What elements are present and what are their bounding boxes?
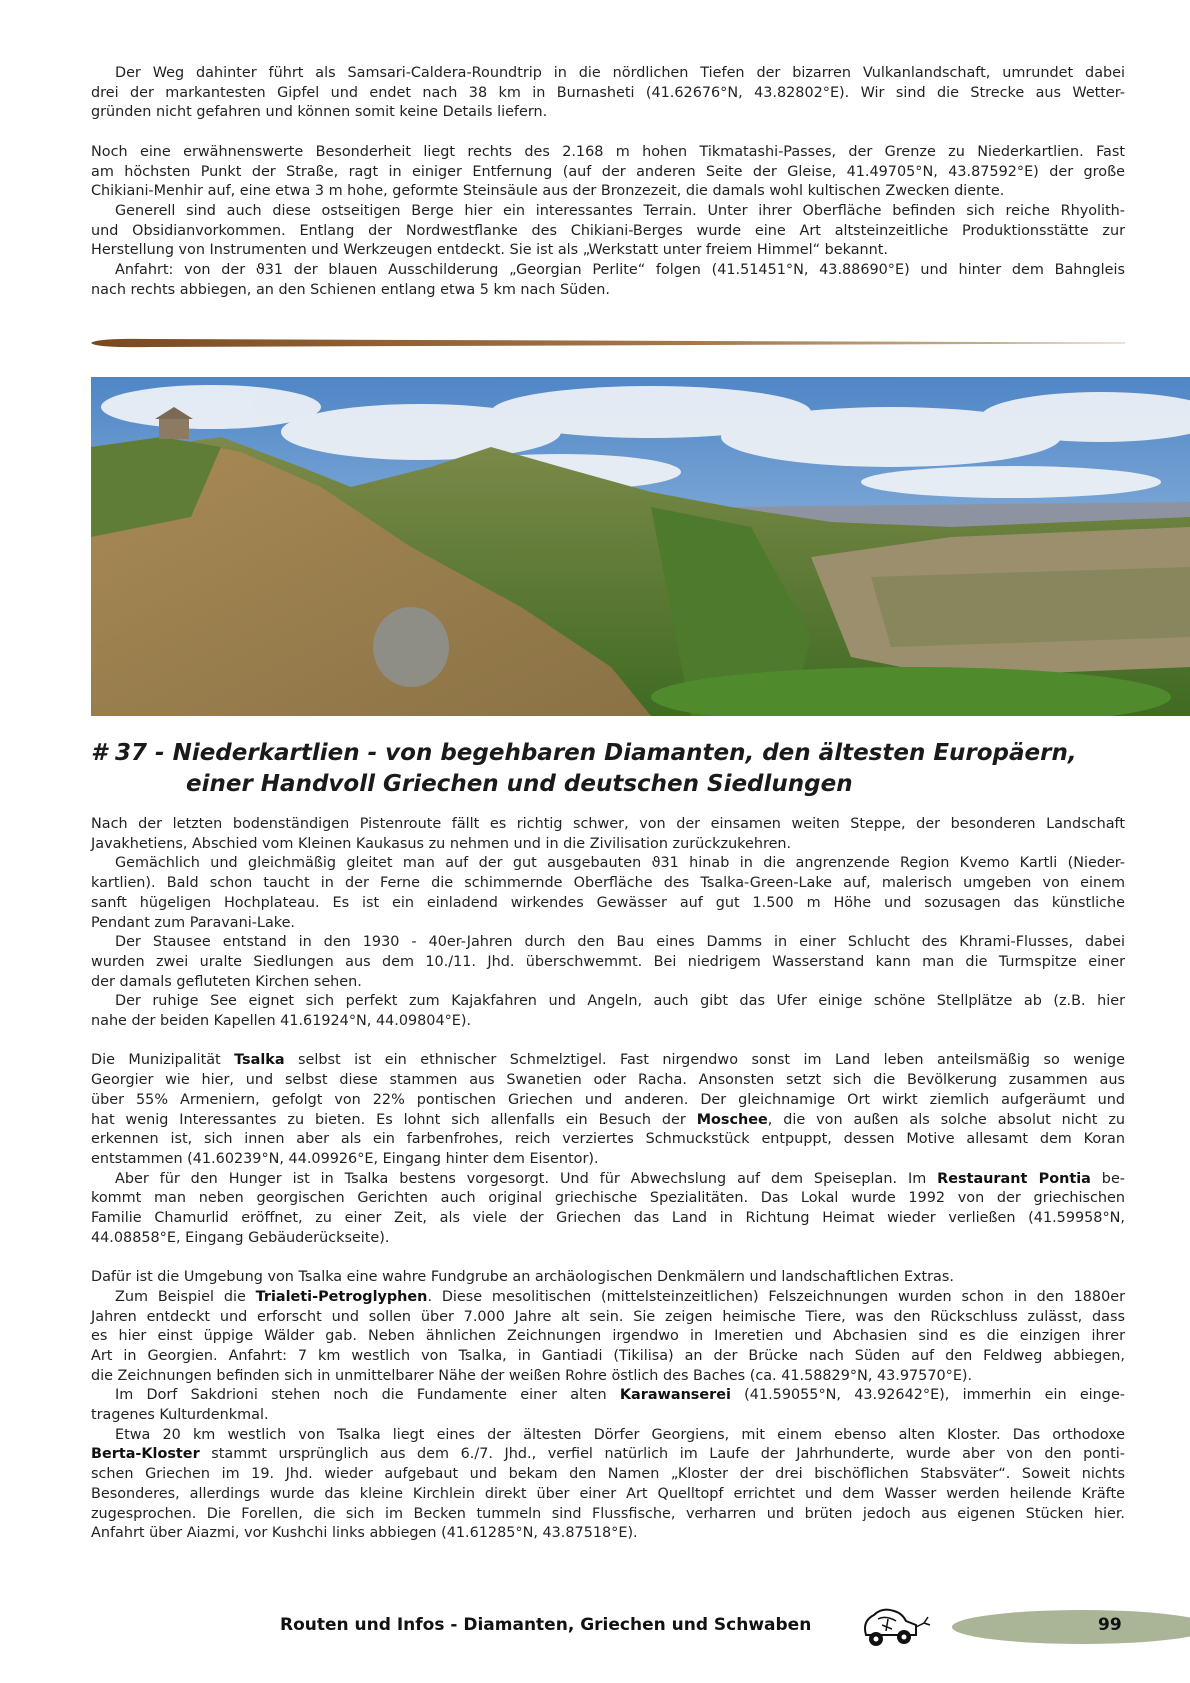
paragraph bbox=[91, 1170, 1125, 1249]
text-segment: Herstellung von Instrumenten und Werkzeugen entdeckt. Sie ist als „Werkstatt unter freiem Himmel“ bekannt. bbox=[91, 242, 888, 259]
text-line bbox=[91, 1051, 1125, 1071]
paragraph bbox=[91, 992, 1125, 1031]
text-line bbox=[91, 163, 1125, 183]
bold-term: Berta-Kloster bbox=[91, 1446, 200, 1463]
text-line bbox=[91, 1386, 1125, 1406]
text-segment: Gemächlich und gleichmäßig gleitet man auf der gut ausgebauten ϑ31 hinab in die angrenzende Region Kvemo Kartli (Nieder- bbox=[115, 855, 1125, 872]
text-line bbox=[91, 1327, 1125, 1347]
text-segment: Familie Chamurlid eröffnet, zu einer Zeit, als viele der Griechen das Land in Richtung Heimat wieder verließen (41.59958°N, bbox=[91, 1210, 1125, 1227]
bold-term: Moschee bbox=[696, 1111, 768, 1128]
text-line bbox=[91, 1367, 1125, 1387]
text-line bbox=[91, 1012, 1125, 1032]
text-line bbox=[91, 914, 1125, 934]
text-line bbox=[91, 992, 1125, 1012]
text-line bbox=[91, 894, 1125, 914]
text-line bbox=[91, 1268, 1125, 1288]
text-segment: Dafür ist die Umgebung von Tsalka eine wahre Fundgrube an archäologischen Denkmälern und landschaftlichen Extras. bbox=[91, 1269, 954, 1286]
text-line bbox=[91, 1465, 1125, 1485]
text-line bbox=[91, 1111, 1125, 1131]
text-line bbox=[91, 1347, 1125, 1367]
paragraph bbox=[91, 933, 1125, 992]
text-segment: Jahren entdeckt und erforscht und sollen über 7.000 Jahre alt sein. Sie zeigen heimische Tiere, was den Rückschluss zulässt, dass bbox=[91, 1308, 1125, 1325]
text-segment: . Diese mesolitischen (mittelsteinzeitlichen) Felszeichnungen wurden schon in den 1880er bbox=[427, 1288, 1125, 1305]
text-segment: Besonderes, allerdings wurde das kleine Kirchlein direkt über einer Art Quelltopf errichtet und dem Wasser werden heilende Kräfte bbox=[91, 1485, 1125, 1502]
text-segment: Die Munizipalität bbox=[91, 1052, 235, 1069]
bold-term: Trialeti-Petroglyphen bbox=[255, 1288, 428, 1305]
text-segment: Noch eine erwähnenswerte Besonderheit liegt rechts des 2.168 m hohen Tikmatashi-Passes, der Grenze zu Niederkartlien. Fast bbox=[91, 143, 1125, 160]
text-line bbox=[91, 973, 1125, 993]
text-segment: am höchsten Punkt der Straße, ragt in einiger Entfernung (auf der anderen Seite der Gleise, 41.49705°N, 43.87592°E) der große bbox=[91, 163, 1125, 180]
text-line bbox=[91, 64, 1125, 84]
text-segment: stammt ursprünglich aus dem 6./7. Jhd., verfiel natürlich im Laufe der Jahrhunderte, wurde aber von den ponti- bbox=[199, 1446, 1125, 1463]
text-segment: wurden zwei uralte Siedlungen aus dem 10./11. Jhd. überschwemmt. Bei niedrigem Wasserstand kann man die Turmspitze einer bbox=[91, 953, 1125, 970]
divider-rule bbox=[91, 338, 1125, 348]
text-segment: Nach der letzten bodenständigen Pistenroute fällt es richtig schwer, von der einsamen weiten Steppe, der besonderen Landschaft bbox=[91, 816, 1125, 832]
text-segment: (41.59055°N, 43.92642°E), immerhin ein einge- bbox=[730, 1387, 1125, 1404]
text-segment: nahe der beiden Kapellen 41.61924°N, 44.09804°E). bbox=[91, 1013, 472, 1030]
text-line bbox=[91, 222, 1125, 242]
text-line bbox=[91, 1071, 1125, 1091]
text-segment: Der ruhige See eignet sich perfekt zum Kajakfahren und Angeln, auch gibt das Ufer einige schöne Stellplätze ab (z.B. hier bbox=[115, 993, 1125, 1010]
text-line bbox=[91, 1445, 1125, 1465]
text-line bbox=[91, 953, 1125, 973]
text-segment: die Zeichnungen befinden sich in unmittelbarer Nähe der weißen Rohre östlich des Baches (ca. 41.58829°N, 43.97570°E). bbox=[91, 1367, 973, 1384]
page-number-badge bbox=[952, 1610, 1190, 1644]
text-segment: entstammen (41.60239°N, 44.09926°E, Eingang hinter dem Eisentor). bbox=[91, 1150, 599, 1167]
landscape-photo bbox=[91, 377, 1190, 716]
text-segment: Anfahrt: von der ϑ31 der blauen Ausschilderung „Georgian Perlite“ folgen (41.51451°N, 43.88690°E) und hinter dem Bahngleis bbox=[115, 262, 1125, 279]
paragraph bbox=[91, 854, 1125, 933]
text-segment: Der Stausee entstand in den 1930 - 40er-Jahren durch den Bau eines Damms in einer Schlucht des Khrami-Flusses, dabei bbox=[115, 934, 1125, 951]
text-line bbox=[91, 854, 1125, 874]
main-text bbox=[91, 815, 1125, 1544]
text-line bbox=[91, 1485, 1125, 1505]
text-line bbox=[91, 84, 1125, 104]
text-line bbox=[91, 1505, 1125, 1525]
paragraph bbox=[91, 1426, 1125, 1544]
text-line bbox=[91, 281, 1125, 301]
text-segment: selbst ist ein ethnischer Schmelztigel. Fast nirgendwo sonst im Land leben anteilsmäßig so wenige bbox=[284, 1052, 1125, 1069]
paragraph bbox=[91, 1288, 1125, 1387]
text-segment: zugesprochen. Die Forellen, die sich im Becken tummeln sind Flussfische, verharren und brüten jedoch aus eigenen Stücken hier. bbox=[91, 1505, 1125, 1522]
text-segment: Javakhetiens, Abschied vom Kleinen Kaukasus zu nehmen und in die Zivilisation zurückzukehren. bbox=[91, 835, 792, 852]
text-segment: erkennen ist, sich innen aber als ein farbenfrohes, reich verziertes Schmuckstück entpuppt, dessen Motive allesamt dem Koran bbox=[91, 1131, 1125, 1148]
text-segment: 44.08858°E, Eingang Gebäuderückseite). bbox=[91, 1229, 390, 1246]
text-line bbox=[91, 1288, 1125, 1308]
paragraph-gap bbox=[91, 1032, 1125, 1052]
text-segment: tragenes Kulturdenkmal. bbox=[91, 1407, 269, 1424]
text-line bbox=[91, 1406, 1125, 1426]
text-line bbox=[91, 1091, 1125, 1111]
text-segment: Der Weg dahinter führt als Samsari-Caldera-Roundtrip in die nördlichen Tiefen der bizarren Vulkanlandschaft, umrundet dabei bbox=[115, 65, 1125, 81]
text-segment: Art in Georgien. Anfahrt: 7 km westlich von Tsalka, in Gantiadi (Tikilisa) an der Brücke nach Süden auf den Feldweg abbiegen, bbox=[91, 1347, 1125, 1364]
car-mascot-icon bbox=[858, 1605, 936, 1650]
text-line bbox=[91, 1524, 1125, 1544]
text-line bbox=[91, 1150, 1125, 1170]
text-line bbox=[91, 1229, 1125, 1249]
heading-line-1: # 37 - Niederkartlien - von begehbaren Diamanten, den ältesten Europäern, bbox=[91, 740, 1077, 766]
page-number: 99 bbox=[1098, 1615, 1122, 1635]
text-line bbox=[91, 1130, 1125, 1150]
text-line bbox=[91, 1189, 1125, 1209]
text-segment: Georgier wie hier, und selbst diese stammen aus Swanetien oder Racha. Ansonsten setzt sich die Bevölkerung zusammen aus bbox=[91, 1072, 1125, 1089]
bold-term: Tsalka bbox=[234, 1052, 285, 1069]
paragraph bbox=[91, 64, 1125, 123]
paragraph bbox=[91, 815, 1125, 854]
paragraph-gap bbox=[91, 1248, 1125, 1268]
text-segment: Etwa 20 km westlich von Tsalka liegt eines der ältesten Dörfer Georgiens, mit einem ebenso alten Kloster. Das orthodoxe bbox=[115, 1426, 1125, 1443]
text-segment: sanft hügeligen Hochplateau. Es ist ein einladend wirkendes Gewässer auf gut 1.500 m Höhe und sozusagen das künstliche bbox=[91, 894, 1125, 911]
text-segment: , die von außen als solche absolut nicht zu bbox=[767, 1111, 1126, 1128]
paragraph bbox=[91, 143, 1125, 202]
text-segment: es hier einst üppige Wälder gab. Neben ähnlichen Zeichnungen irgendwo in Imeretien und Abchasien sind es die einzigen ihrer bbox=[91, 1328, 1125, 1345]
text-line bbox=[91, 143, 1125, 163]
text-line bbox=[91, 1209, 1125, 1229]
text-segment: hat wenig Interessantes zu bieten. Es lohnt sich allenfalls ein Besuch der bbox=[91, 1111, 697, 1128]
text-line bbox=[91, 874, 1125, 894]
text-segment: Zum Beispiel die bbox=[115, 1288, 256, 1305]
bold-term: Karawanserei bbox=[619, 1387, 731, 1404]
paragraph bbox=[91, 202, 1125, 261]
text-segment: Chikiani-Menhir auf, eine etwa 3 m hohe, geformte Steinsäule aus der Bronzezeit, die damals wohl kultischen Zwecken diente. bbox=[91, 183, 1005, 200]
text-segment: nach rechts abbiegen, an den Schienen entlang etwa 5 km nach Süden. bbox=[91, 281, 610, 298]
paragraph-gap bbox=[91, 123, 1125, 143]
paragraph bbox=[91, 1051, 1125, 1169]
intro-text bbox=[91, 64, 1125, 300]
text-segment: Pendant zum Paravani-Lake. bbox=[91, 914, 296, 931]
text-segment: Aber für den Hunger ist in Tsalka bestens vorgesorgt. Und für Abwechslung auf dem Speiseplan. Im bbox=[115, 1170, 938, 1187]
text-line bbox=[91, 182, 1125, 202]
heading-line-2: einer Handvoll Griechen und deutschen Siedlungen bbox=[186, 771, 853, 797]
text-segment: und Obsidianvorkommen. Entlang der Nordwestflanke des Chikiani-Berges wurde eine Art altsteinzeitliche Produktionsstätte zur bbox=[91, 222, 1125, 239]
paragraph bbox=[91, 1386, 1125, 1425]
text-segment: Im Dorf Sakdrioni stehen noch die Fundamente einer alten bbox=[115, 1387, 620, 1404]
bold-term: Restaurant Pontia bbox=[937, 1170, 1091, 1187]
text-segment: Generell sind auch diese ostseitigen Berge hier ein interessantes Terrain. Unter ihrer Oberfläche befinden sich reiche Rhyolith- bbox=[115, 202, 1125, 219]
text-line bbox=[91, 261, 1125, 281]
paragraph bbox=[91, 261, 1125, 300]
text-line bbox=[91, 103, 1125, 123]
text-segment: über 55% Armeniern, gefolgt von 22% pontischen Griechen und anderen. Der gleichnamige Ort wirkt ziemlich aufgeräumt und bbox=[91, 1091, 1125, 1108]
text-segment: drei der markantesten Gipfel und endet nach 38 km in Burnasheti (41.62676°N, 43.82802°E). Wir sind die Strecke aus Wetter- bbox=[91, 84, 1125, 101]
text-line bbox=[91, 202, 1125, 222]
text-segment: der damals gefluteten Kirchen sehen. bbox=[91, 973, 362, 990]
text-line bbox=[91, 241, 1125, 261]
text-line bbox=[91, 835, 1125, 855]
paragraph bbox=[91, 1268, 1125, 1288]
footer-title: Routen und Infos - Diamanten, Griechen und Schwaben bbox=[280, 1615, 812, 1635]
text-segment: be- bbox=[1090, 1170, 1125, 1187]
text-line bbox=[91, 1308, 1125, 1328]
text-line bbox=[91, 933, 1125, 953]
text-line bbox=[91, 815, 1125, 835]
chapter-heading bbox=[91, 738, 1151, 800]
text-segment: schen Griechen im 19. Jhd. wieder aufgebaut und bekam den Namen „Kloster der drei bischöflichen Stabsväter“. Soweit nichts bbox=[91, 1466, 1125, 1483]
text-segment: kommt man neben georgischen Gerichten auch original griechische Spezialitäten. Das Lokal wurde 1992 von der griechischen bbox=[91, 1190, 1125, 1207]
text-line bbox=[91, 1170, 1125, 1190]
text-segment: gründen nicht gefahren und können somit keine Details liefern. bbox=[91, 104, 548, 121]
text-segment: Anfahrt über Aiazmi, vor Kushchi links abbiegen (41.61285°N, 43.87518°E). bbox=[91, 1525, 638, 1542]
text-line bbox=[91, 1426, 1125, 1446]
text-segment: kartlien). Bald schon taucht in der Ferne die schimmernde Oberfläche des Tsalka-Green-Lake auf, malerisch umgeben von einem bbox=[91, 875, 1125, 892]
